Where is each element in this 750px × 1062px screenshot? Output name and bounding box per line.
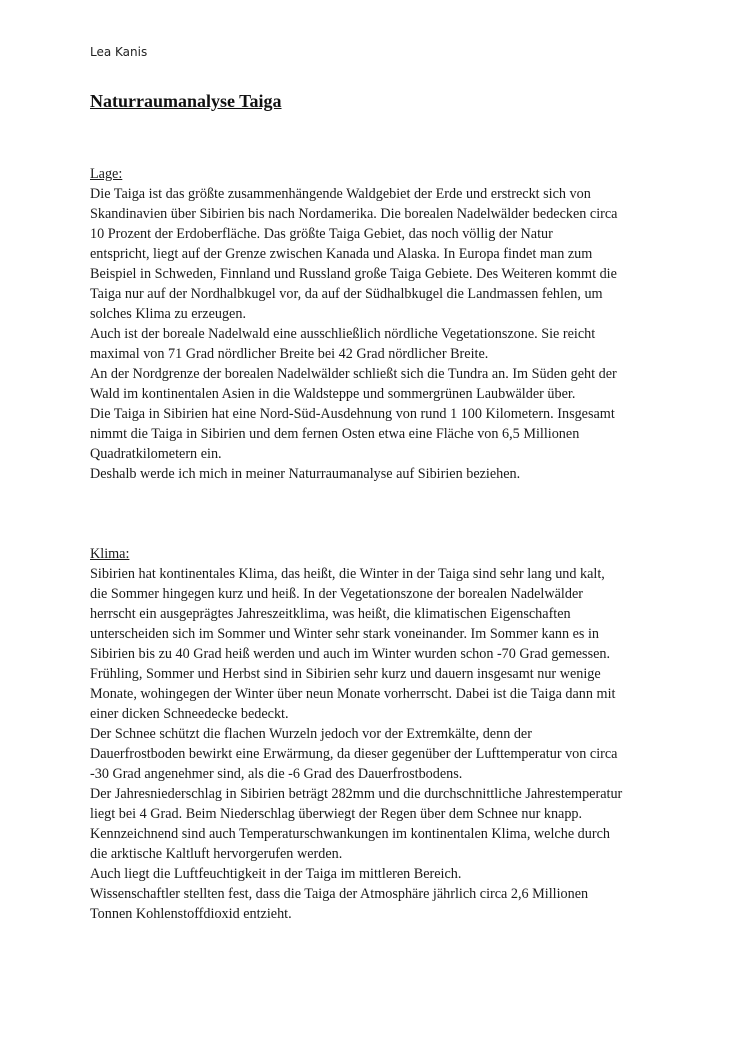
text-line: Beispiel in Schweden, Finnland und Russland große Taiga Gebiete. Des Weiteren kommt die xyxy=(90,266,617,282)
author-name: Lea Kanis xyxy=(90,45,148,59)
section-heading: Lage: xyxy=(90,166,123,182)
text-line: Monate, wohingegen der Winter über neun Monate vorherrscht. Dabei ist die Taiga dann mit xyxy=(90,686,616,702)
text-line: Die Taiga in Sibirien hat eine Nord-Süd-Ausdehnung von rund 1 100 Kilometern. Insgesamt xyxy=(90,406,615,422)
text-line: -30 Grad angenehmer sind, als die -6 Grad des Dauerfrostbodens. xyxy=(90,766,463,782)
section-klima xyxy=(90,544,670,924)
text-line: 10 Prozent der Erdoberfläche. Das größte Taiga Gebiet, das noch völlig der Natur xyxy=(90,226,553,242)
text-line: unterscheiden sich im Sommer und Winter sehr stark voneinander. Im Sommer kann es in xyxy=(90,626,600,642)
section-heading: Klima: xyxy=(90,546,130,562)
text-line: Taiga nur auf der Nordhalbkugel vor, da auf der Südhalbkugel die Landmassen fehlen, um xyxy=(90,286,603,302)
text-line: Der Schnee schützt die flachen Wurzeln jedoch vor der Extremkälte, denn der xyxy=(90,726,532,742)
text-line: Quadratkilometern ein. xyxy=(90,446,222,462)
text-line: herrscht ein ausgeprägtes Jahreszeitklima, was heißt, die klimatischen Eigenschaften xyxy=(90,606,571,622)
text-line: Dauerfrostboden bewirkt eine Erwärmung, da dieser gegenüber der Lufttemperatur von circa xyxy=(90,746,618,762)
text-line: Kennzeichnend sind auch Temperaturschwankungen im kontinentalen Klima, welche durch xyxy=(90,826,610,842)
text-line: Wald im kontinentalen Asien in die Waldsteppe und sommergrünen Laubwälder über. xyxy=(90,386,576,402)
text-line: Tonnen Kohlenstoffdioxid entzieht. xyxy=(90,906,292,922)
document-title: Naturraumanalyse Taiga xyxy=(90,91,282,111)
text-line: Skandinavien über Sibirien bis nach Nordamerika. Die borealen Nadelwälder bedecken circa xyxy=(90,206,618,222)
text-line: nimmt die Taiga in Sibirien und dem fernen Osten etwa eine Fläche von 6,5 Millionen xyxy=(90,426,580,442)
text-line: einer dicken Schneedecke bedeckt. xyxy=(90,706,289,722)
text-line: Sibirien hat kontinentales Klima, das heißt, die Winter in der Taiga sind sehr lang und kalt, xyxy=(90,566,605,582)
section-body xyxy=(90,184,670,484)
text-line: Frühling, Sommer und Herbst sind in Sibirien sehr kurz und dauern insgesamt nur wenige xyxy=(90,666,601,682)
text-line: die Sommer hingegen kurz und heiß. In der Vegetationszone der borealen Nadelwälder xyxy=(90,586,583,602)
section-body xyxy=(90,564,670,924)
text-line: Auch ist der boreale Nadelwald eine ausschließlich nördliche Vegetationszone. Sie reicht xyxy=(90,326,596,342)
text-line: Die Taiga ist das größte zusammenhängende Waldgebiet der Erde und erstreckt sich von xyxy=(90,186,591,202)
text-line: maximal von 71 Grad nördlicher Breite bei 42 Grad nördlicher Breite. xyxy=(90,346,489,362)
text-line: Der Jahresniederschlag in Sibirien beträgt 282mm und die durchschnittliche Jahrestemperatur xyxy=(90,786,623,802)
text-line: Sibirien bis zu 40 Grad heiß werden und auch im Winter wurden schon -70 Grad gemessen. xyxy=(90,646,611,662)
text-line: An der Nordgrenze der borealen Nadelwälder schließt sich die Tundra an. Im Süden geht der xyxy=(90,366,617,382)
text-line: solches Klima zu erzeugen. xyxy=(90,306,247,322)
text-line: Auch liegt die Luftfeuchtigkeit in der Taiga im mittleren Bereich. xyxy=(90,866,462,882)
text-line: Deshalb werde ich mich in meiner Naturraumanalyse auf Sibirien beziehen. xyxy=(90,466,521,482)
section-lage xyxy=(90,164,670,484)
text-line: liegt bei 4 Grad. Beim Niederschlag überwiegt der Regen über dem Schnee nur knapp. xyxy=(90,806,583,822)
text-line: Wissenschaftler stellten fest, dass die Taiga der Atmosphäre jährlich circa 2,6 Millionen xyxy=(90,886,589,902)
text-line: entspricht, liegt auf der Grenze zwischen Kanada und Alaska. In Europa findet man zum xyxy=(90,246,593,262)
text-line: die arktische Kaltluft hervorgerufen werden. xyxy=(90,846,343,862)
